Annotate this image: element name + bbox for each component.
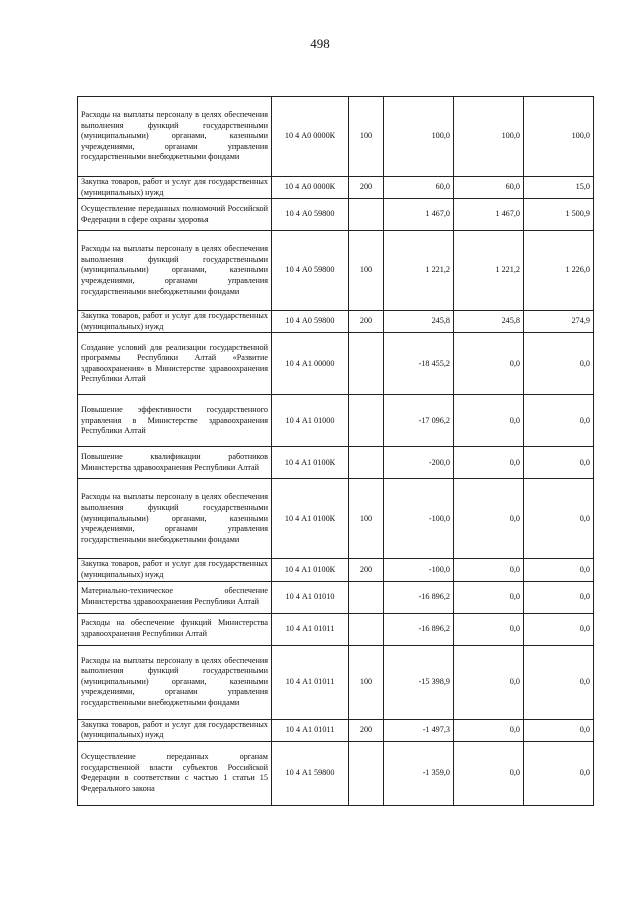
table-row [78,479,594,559]
row-code-cell: 10 4 А1 00000 [272,333,349,395]
row-amount-1-cell: -100,0 [384,479,454,559]
row-code-cell: 10 4 А0 0000К [272,97,349,177]
row-amount-3-cell: 15,0 [524,177,594,199]
row-amount-1-cell: 1 221,2 [384,231,454,311]
row-amount-1-cell: -1 497,3 [384,719,454,741]
row-name-cell: Расходы на выплаты персоналу в целях обеспечения выполнения функций государственными (муниципальными) органами, казенными учреждениями, органами управления государственными внебюджетными фондами [78,645,272,719]
row-name-cell: Расходы на выплаты персоналу в целях обеспечения выполнения функций государственными (муниципальными) органами, казенными учреждениями, органами управления государственными внебюджетными фондами [78,97,272,177]
row-name-cell: Закупка товаров, работ и услуг для государственных (муниципальных) нужд [78,559,272,581]
row-expense-type-cell [349,741,384,805]
row-code-cell: 10 4 А0 0000К [272,177,349,199]
row-code-cell: 10 4 А1 01000 [272,395,349,447]
row-code-cell: 10 4 А1 0100К [272,559,349,581]
row-expense-type-cell: 100 [349,645,384,719]
row-amount-1-cell: -100,0 [384,559,454,581]
table-row [78,741,594,805]
table-row [78,613,594,645]
table-row [78,719,594,741]
row-expense-type-cell [349,333,384,395]
row-amount-2-cell: 0,0 [454,645,524,719]
table-row [78,333,594,395]
table-row [78,395,594,447]
row-amount-3-cell: 0,0 [524,581,594,613]
row-amount-3-cell: 0,0 [524,479,594,559]
row-amount-2-cell: 0,0 [454,559,524,581]
row-expense-type-cell [349,581,384,613]
row-name-cell: Осуществление переданных полномочий Российской Федерации в сфере охраны здоровья [78,199,272,231]
row-amount-1-cell: 100,0 [384,97,454,177]
row-amount-2-cell: 0,0 [454,581,524,613]
row-expense-type-cell: 100 [349,231,384,311]
row-name-cell: Расходы на выплаты персоналу в целях обеспечения выполнения функций государственными (муниципальными) органами, казенными учреждениями, органами управления государственными внебюджетными фондами [78,479,272,559]
row-expense-type-cell: 200 [349,177,384,199]
table-row [78,645,594,719]
row-amount-1-cell: -17 096,2 [384,395,454,447]
row-amount-3-cell: 0,0 [524,741,594,805]
row-amount-2-cell: 0,0 [454,333,524,395]
row-code-cell: 10 4 А1 0100К [272,447,349,479]
row-amount-3-cell: 0,0 [524,395,594,447]
row-code-cell: 10 4 А1 59800 [272,741,349,805]
row-amount-2-cell: 0,0 [454,395,524,447]
row-amount-3-cell: 0,0 [524,613,594,645]
row-code-cell: 10 4 А1 0100К [272,479,349,559]
row-name-cell: Осуществление переданных органам государственной власти субъектов Российской Федерации в соответствии с частью 1 статьи 15 Федерального закона [78,741,272,805]
row-name-cell: Закупка товаров, работ и услуг для государственных (муниципальных) нужд [78,311,272,333]
table-row [78,311,594,333]
row-amount-1-cell: 60,0 [384,177,454,199]
row-amount-2-cell: 0,0 [454,479,524,559]
row-amount-2-cell: 245,8 [454,311,524,333]
budget-table [77,96,594,806]
row-expense-type-cell [349,447,384,479]
row-code-cell: 10 4 А1 01010 [272,581,349,613]
row-code-cell: 10 4 А0 59800 [272,311,349,333]
table-row [78,97,594,177]
row-code-cell: 10 4 А0 59800 [272,199,349,231]
row-name-cell: Создание условий для реализации государственной программы Республики Алтай «Развитие здравоохранения» в Министерстве здравоохранения Республики Алтай [78,333,272,395]
row-amount-1-cell: -16 896,2 [384,581,454,613]
row-expense-type-cell [349,199,384,231]
row-name-cell: Повышение квалификации работников Министерства здравоохранения Республики Алтай [78,447,272,479]
row-amount-3-cell: 274,9 [524,311,594,333]
row-code-cell: 10 4 А0 59800 [272,231,349,311]
table-row [78,559,594,581]
row-amount-3-cell: 0,0 [524,559,594,581]
row-amount-2-cell: 1 221,2 [454,231,524,311]
row-expense-type-cell: 100 [349,97,384,177]
row-code-cell: 10 4 А1 01011 [272,645,349,719]
row-name-cell: Расходы на выплаты персоналу в целях обеспечения выполнения функций государственными (муниципальными) органами, казенными учреждениями, органами управления государственными внебюджетными фондами [78,231,272,311]
row-amount-2-cell: 0,0 [454,719,524,741]
table-row [78,177,594,199]
row-expense-type-cell: 200 [349,559,384,581]
table-row [78,199,594,231]
row-name-cell: Расходы на обеспечение функций Министерства здравоохранения Республики Алтай [78,613,272,645]
row-amount-3-cell: 0,0 [524,447,594,479]
row-name-cell: Закупка товаров, работ и услуг для государственных (муниципальных) нужд [78,719,272,741]
row-amount-1-cell: -18 455,2 [384,333,454,395]
row-expense-type-cell [349,395,384,447]
row-expense-type-cell: 200 [349,311,384,333]
row-expense-type-cell: 100 [349,479,384,559]
row-amount-3-cell: 0,0 [524,333,594,395]
table-row [78,447,594,479]
row-name-cell: Закупка товаров, работ и услуг для государственных (муниципальных) нужд [78,177,272,199]
row-amount-1-cell: -200,0 [384,447,454,479]
row-amount-1-cell: -15 398,9 [384,645,454,719]
row-amount-2-cell: 60,0 [454,177,524,199]
row-amount-3-cell: 100,0 [524,97,594,177]
row-expense-type-cell: 200 [349,719,384,741]
row-amount-3-cell: 0,0 [524,645,594,719]
row-amount-1-cell: 1 467,0 [384,199,454,231]
table-row [78,581,594,613]
row-amount-2-cell: 100,0 [454,97,524,177]
row-amount-3-cell: 0,0 [524,719,594,741]
row-amount-1-cell: -16 896,2 [384,613,454,645]
row-code-cell: 10 4 А1 01011 [272,613,349,645]
row-amount-1-cell: -1 359,0 [384,741,454,805]
row-code-cell: 10 4 А1 01011 [272,719,349,741]
page-number: 498 [310,36,330,51]
row-name-cell: Повышение эффективности государственного управления в Министерстве здравоохранения Республики Алтай [78,395,272,447]
row-amount-2-cell: 0,0 [454,613,524,645]
row-amount-3-cell: 1 226,0 [524,231,594,311]
row-expense-type-cell [349,613,384,645]
row-name-cell: Материально-техническое обеспечение Министерства здравоохранения Республики Алтай [78,581,272,613]
row-amount-3-cell: 1 500,9 [524,199,594,231]
row-amount-2-cell: 0,0 [454,447,524,479]
row-amount-2-cell: 1 467,0 [454,199,524,231]
table-row [78,231,594,311]
row-amount-2-cell: 0,0 [454,741,524,805]
row-amount-1-cell: 245,8 [384,311,454,333]
